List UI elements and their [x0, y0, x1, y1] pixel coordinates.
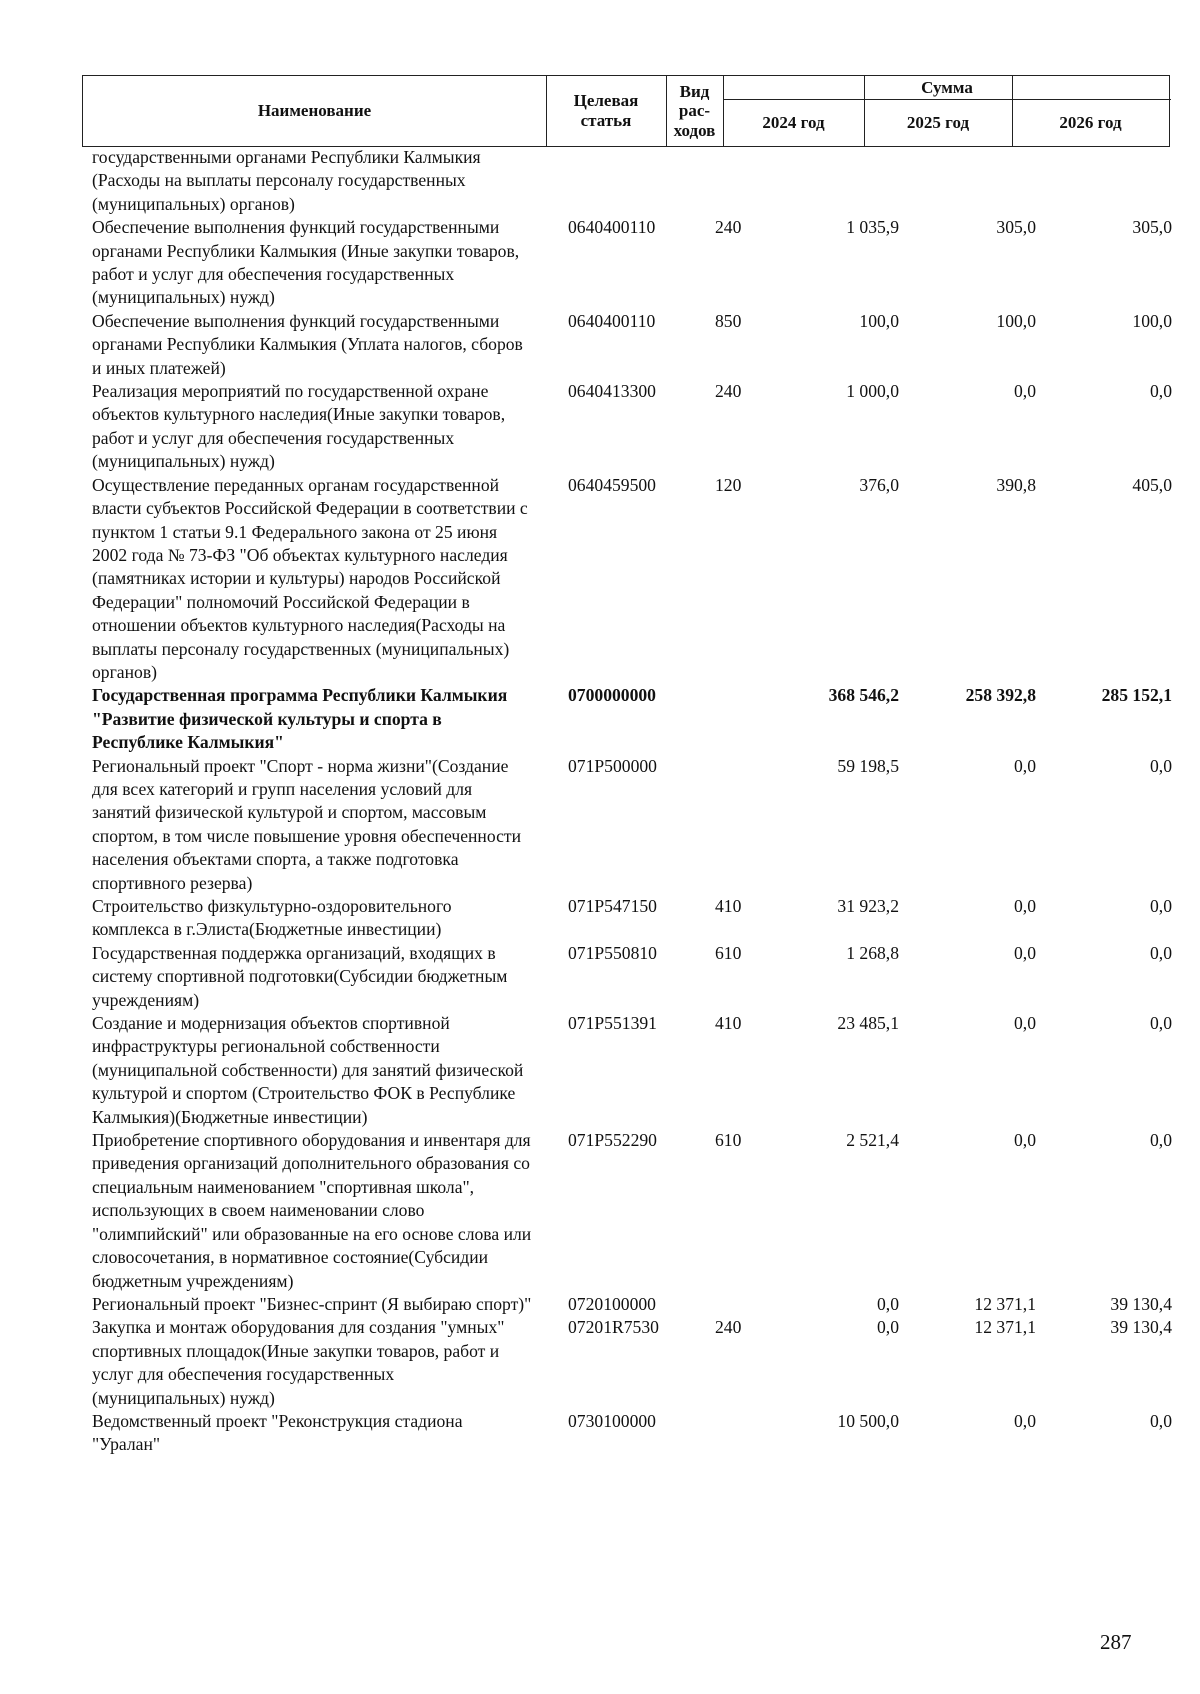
row-name: государственными органами Республики Калмыкия (Расходы на выплаты персоналу государственных (муниципальных) органов)	[92, 147, 481, 214]
row-amount-2024: 0,0	[877, 1317, 899, 1338]
row-amount-2025: 12 371,1	[974, 1317, 1036, 1338]
row-amount-2024: 10 500,0	[837, 1410, 899, 1431]
row-amount-2025: 0,0	[1014, 896, 1036, 916]
row-amount-2025: 0,0	[1014, 942, 1036, 963]
table-row	[92, 1410, 1172, 1457]
table-row	[92, 310, 1172, 380]
header-sum: Сумма	[921, 77, 973, 97]
row-target-code: 071P551391	[568, 1013, 657, 1034]
row-amount-2025: 12 371,1	[974, 1293, 1036, 1314]
row-name: Обеспечение выполнения функций государственными органами Республики Калмыкия (Иные закупки товаров, работ и услуг для обеспечения государственных (муниципальных) нужд)	[92, 217, 520, 308]
row-target-code: 0720100000	[568, 1293, 656, 1314]
row-amount-2026: 0,0	[1150, 1410, 1172, 1431]
row-amount-2025: 0,0	[1014, 1410, 1036, 1431]
row-amount-2026: 39 130,4	[1110, 1293, 1172, 1314]
page-number: 287	[1100, 1630, 1132, 1654]
row-amount-2026: 305,0	[1132, 217, 1172, 238]
table-header	[82, 75, 1170, 147]
row-target-code: 071P547150	[568, 896, 657, 916]
row-name: Создание и модернизация объектов спортивной инфраструктуры региональной собственности (муниципальной собственности) для занятий физической культурой и спортом (Строительство ФОК в Республике Калмыкия)(Бюджетные инвестиции)	[92, 1013, 524, 1127]
row-name: Региональный проект "Бизнес-спринт (Я выбираю спорт)"	[92, 1293, 532, 1314]
row-amount-2025: 0,0	[1014, 381, 1036, 402]
table-row	[92, 146, 1172, 216]
row-amount-2024: 368 546,2	[828, 685, 899, 706]
row-amount-2026: 0,0	[1150, 1013, 1172, 1034]
row-expense-type: 410	[715, 896, 742, 916]
row-amount-2025: 0,0	[1014, 1013, 1036, 1034]
row-target-code: 07201R7530	[568, 1317, 659, 1338]
table-row	[92, 684, 1172, 754]
row-name: Обеспечение выполнения функций государственными органами Республики Калмыкия (Уплата налогов, сборов и иных платежей)	[92, 310, 523, 378]
row-amount-2025: 305,0	[996, 217, 1036, 238]
row-name: Приобретение спортивного оборудования и инвентаря для приведения организаций дополнительного образования со специальным наименованием "спортивная школа", использующих в своем наименовании слово "олимпийский" или образованные на его основе слова или словосочетания, в нормативное состояние(Субсидии бюджетным учреждениям)	[92, 1130, 532, 1291]
header-2026: 2026 год	[1059, 112, 1122, 132]
row-amount-2025: 258 392,8	[965, 685, 1036, 706]
row-name: Ведомственный проект "Реконструкция стадиона "Уралан"	[92, 1410, 463, 1455]
row-target-code: 0730100000	[568, 1410, 656, 1431]
row-expense-type: 240	[715, 381, 742, 402]
row-name: Региональный проект "Спорт - норма жизни"(Создание для всех категорий и групп населения условий для занятий физической культурой и спортом, массовым спортом, в том числе повышение уровня обеспеченности населения объектами спорта, а также подготовка спортивного резерва)	[92, 755, 521, 893]
row-target-code: 0640459500	[568, 474, 656, 495]
row-target-code: 0640400110	[568, 310, 656, 331]
row-amount-2025: 0,0	[1014, 1130, 1036, 1151]
row-expense-type: 240	[715, 217, 742, 238]
header-target: Целевая статья	[573, 91, 639, 130]
table-row	[92, 380, 1172, 474]
row-expense-type: 240	[715, 1317, 742, 1338]
row-amount-2026: 0,0	[1150, 1130, 1172, 1151]
row-amount-2024: 59 198,5	[837, 755, 899, 776]
table-row	[92, 1293, 1172, 1316]
table-row	[92, 1012, 1172, 1129]
table-row	[92, 942, 1172, 1012]
row-amount-2024: 100,0	[859, 310, 899, 331]
row-name: Закупка и монтаж оборудования для создания "умных" спортивных площадок(Иные закупки товаров, работ и услуг для обеспечения государственных (муниципальных) нужд)	[92, 1317, 505, 1408]
row-amount-2026: 405,0	[1132, 474, 1172, 495]
row-amount-2025: 390,8	[996, 474, 1036, 495]
row-target-code: 0640413300	[568, 381, 656, 402]
row-amount-2026: 39 130,4	[1110, 1317, 1172, 1338]
table-row	[92, 755, 1172, 895]
row-amount-2026: 0,0	[1150, 942, 1172, 963]
row-amount-2025: 100,0	[996, 310, 1036, 331]
row-amount-2024: 1 268,8	[846, 942, 899, 963]
table-row	[92, 474, 1172, 685]
header-vid: Вид рас-ходов	[673, 81, 716, 140]
row-name: Государственная программа Республики Калмыкия "Развитие физической культуры и спорта в Республике Калмыкия"	[92, 685, 508, 753]
row-amount-2024: 0,0	[877, 1293, 899, 1314]
row-amount-2026: 285 152,1	[1101, 685, 1172, 706]
row-amount-2024: 1 000,0	[846, 381, 899, 402]
row-amount-2026: 0,0	[1150, 381, 1172, 402]
row-target-code: 0700000000	[568, 685, 656, 706]
row-amount-2026: 0,0	[1150, 755, 1172, 776]
table-row	[92, 216, 1172, 310]
table-body	[92, 146, 1172, 1457]
header-2025: 2025 год	[906, 112, 970, 132]
row-target-code: 071P550810	[568, 942, 657, 963]
row-name: Государственная поддержка организаций, входящих в систему спортивной подготовки(Субсидии бюджетным учреждениям)	[92, 942, 508, 1010]
row-amount-2024: 1 035,9	[846, 217, 899, 238]
row-name: Осуществление переданных органам государственной власти субъектов Российской Федерации в соответствии с пунктом 1 статьи 9.1 Федерального закона от 25 июня 2002 года № 73-ФЗ "Об объектах культурного наследия (памятниках истории и культуры) народов Российской Федерации" полномочий Российской Федерации в отношении объектов культурного наследия(Расходы на выплаты персоналу государственных (муниципальных) органов)	[92, 474, 528, 682]
row-expense-type: 610	[715, 1130, 742, 1151]
row-expense-type: 410	[715, 1013, 742, 1034]
row-amount-2024: 31 923,2	[837, 896, 899, 916]
row-expense-type: 850	[715, 310, 742, 331]
row-target-code: 0640400110	[568, 217, 656, 238]
header-2024: 2024 год	[762, 112, 825, 132]
row-amount-2024: 376,0	[859, 474, 899, 495]
row-expense-type: 610	[715, 942, 742, 963]
row-name: Строительство физкультурно-оздоровительного комплекса в г.Элиста(Бюджетные инвестиции)	[92, 896, 452, 940]
header-name: Наименование	[257, 101, 372, 121]
row-target-code: 071P500000	[568, 755, 657, 776]
row-amount-2026: 0,0	[1150, 896, 1172, 916]
row-amount-2026: 100,0	[1132, 310, 1172, 331]
row-expense-type: 120	[715, 474, 742, 495]
row-amount-2024: 2 521,4	[846, 1130, 899, 1151]
row-amount-2025: 0,0	[1014, 755, 1036, 776]
row-amount-2024: 23 485,1	[837, 1013, 899, 1034]
row-target-code: 071P552290	[568, 1130, 657, 1151]
table-row	[92, 1316, 1172, 1410]
row-name: Реализация мероприятий по государственной охране объектов культурного наследия(Иные закупки товаров, работ и услуг для обеспечения государственных (муниципальных) нужд)	[92, 381, 506, 472]
table-row	[92, 895, 1172, 942]
table-row	[92, 1129, 1172, 1293]
